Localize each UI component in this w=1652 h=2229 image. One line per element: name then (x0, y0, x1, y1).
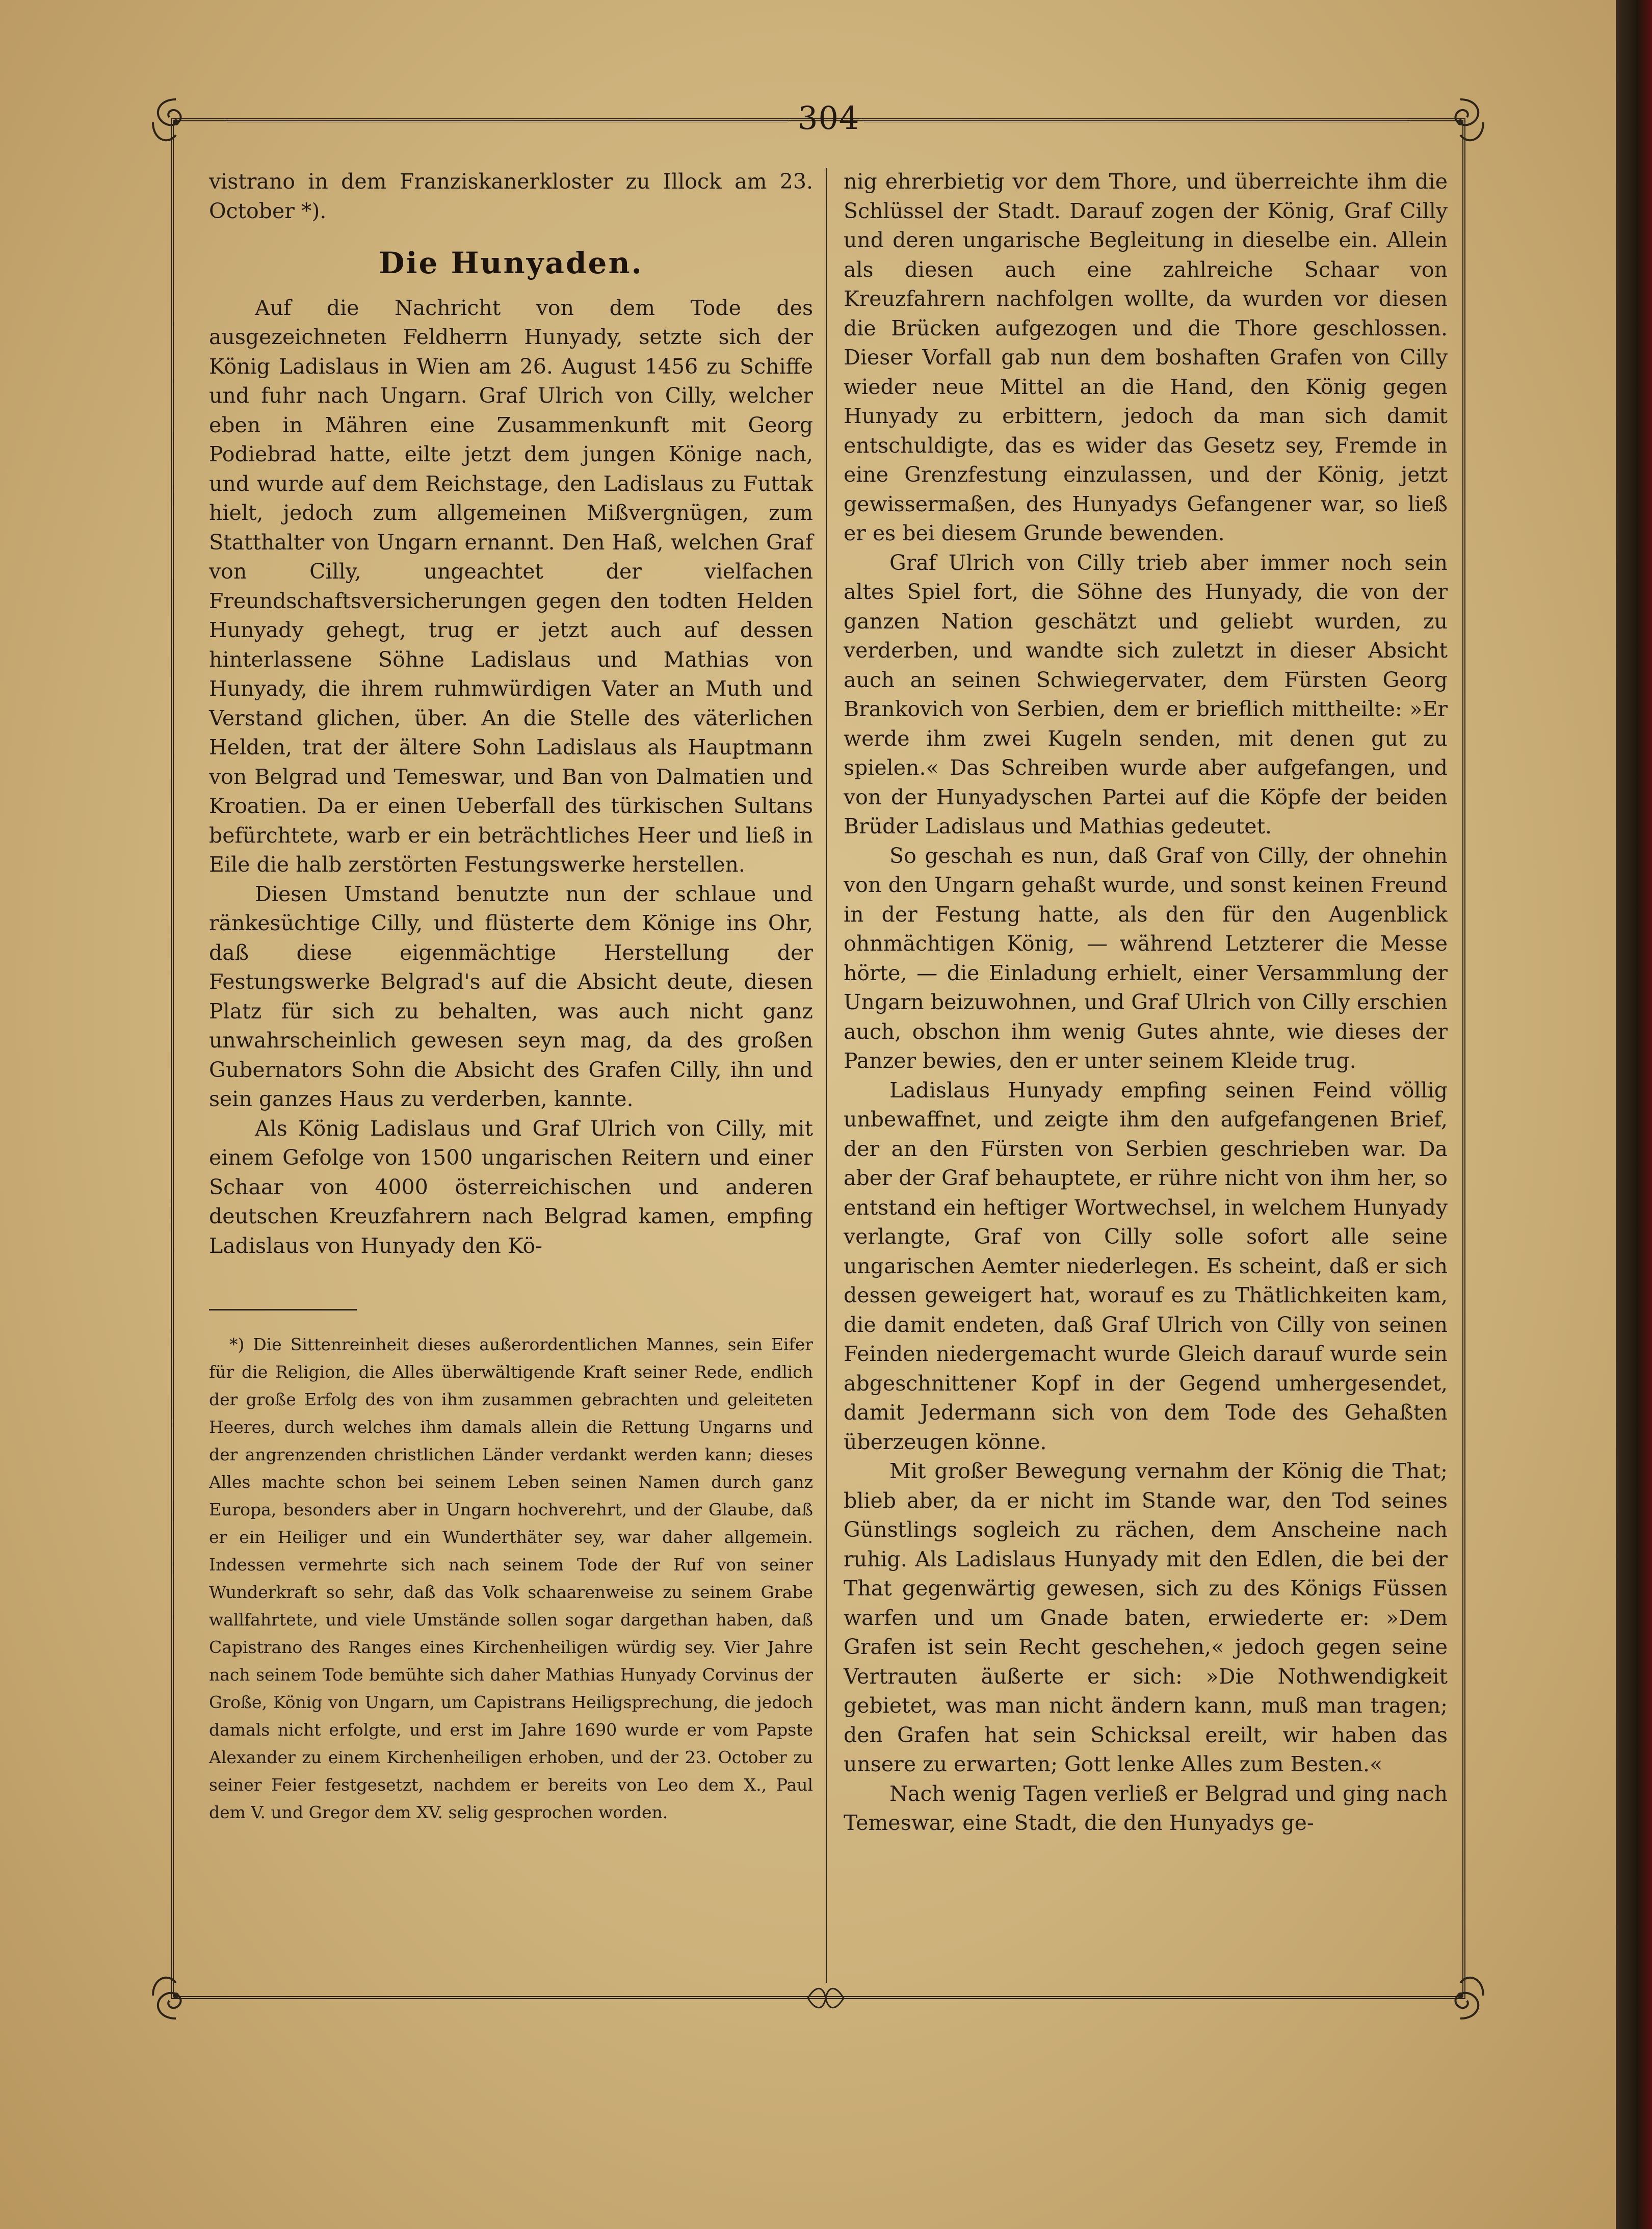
paragraph: Graf Ulrich von Cilly trieb aber immer noch sein altes Spiel fort, die Söhne des Hunyady, die von der ganzen Nation geschätzt und geliebt wurden, zu verderben, und wandte sich zuletzt in dieser Absicht auch an seinen Schwiegervater, dem Fürsten Georg Brankovich von Serbien, dem er brieflich mittheilte: »Er werde ihm zwei Kugeln senden, mit denen gut zu spielen.« Das Schreiben wurde aber aufgefangen, und von der Hunyadyschen Partei auf die Köpfe der beiden Brüder Ladislaus und Mathias gedeutet. (844, 550, 1448, 838)
page-number: 304 (798, 99, 860, 137)
binding-edge (1616, 0, 1652, 2229)
footnote: *) Die Sittenreinheit dieses außerordentlichen Mannes, sein Eifer für die Religion, die Alles überwältigende Kraft seiner Rede, endlich der große Erfolg des von ihm zusammen gebrachten und geleiteten Heeres, durch welches ihm damals allein die Rettung Ungarns und der angrenzenden christlichen Länder verdankt werden kann; dieses Alles machte schon bei seinem Leben seinen Namen durch ganz Europa, besonders aber in Ungarn hochverehrt, und der Glaube, daß er ein Heiliger und ein Wunderthäter sey, war daher allgemein. Indessen vermehrte sich nach seinem Tode der Ruf von seiner Wunderkraft so sehr, daß das Volk schaarenweise zu seinem Grabe wallfahrtete, und viele Umstände sollen sogar dargethan haben, daß Capistrano des Ranges eines Kirchenheiligen würdig sey. Vier Jahre nach seinem Tode bemühte sich daher Mathias Hunyady Corvinus der Große, König von Ungarn, um Capistrans Heiligsprechung, die jedoch damals nicht erfolgte, und erst im Jahre 1690 wurde er vom Papste Alexander zu einem Kirchenheiligen erhoben, und der 23. October zu seiner Feier festgesetzt, nachdem er bereits von Leo dem X., Paul dem V. und Gregor dem XV. selig gesprochen worden. (209, 1334, 813, 1822)
header-rule-right (864, 120, 1409, 122)
header-rule-left (227, 120, 788, 122)
right-column (844, 167, 1448, 1838)
corner-ornament-top-right (1432, 94, 1488, 150)
left-column (209, 167, 813, 1826)
section-title: Die Hunyaden. (379, 246, 643, 280)
paragraph: Nach wenig Tagen verließ er Belgrad und ging nach Temeswar, eine Stadt, die den Hunyadys ge- (844, 1781, 1448, 1835)
paragraph: Als König Ladislaus und Graf Ulrich von Cilly, mit einem Gefolge von 1500 ungarischen Reitern und einer Schaar von 4000 österreichischen und anderen deutschen Kreuzfahrern nach Belgrad kamen, empfing Ladislaus von Hunyady den Kö- (209, 1116, 813, 1258)
paragraph: Diesen Umstand benutzte nun der schlaue und ränkesüchtige Cilly, und flüsterte dem Könige ins Ohr, daß diese eigenmächtige Herstellung der Festungswerke Belgrad's auf die Absicht deute, diesen Platz für sich zu behalten, was auch nicht ganz unwahrscheinlich gewesen seyn mag, da des großen Gubernators Sohn die Absicht des Grafen Cilly, ihn und sein ganzes Haus zu verderben, kannte. (209, 881, 813, 1111)
footnote-rule (209, 1309, 357, 1310)
column-divider (826, 168, 827, 1983)
continued-text: nig ehrerbietig vor dem Thore, und überreichte ihm die Schlüssel der Stadt. Darauf zogen der König, Graf Cilly und deren ungarische Begleitung in dieselbe ein. Allein als diesen auch eine zahlreiche Schaar von Kreuzfahrern nachfolgen wollte, da wurden vor diesen die Brücken aufgezogen und die Thore geschlossen. Dieser Vorfall gab nun dem boshaften Grafen von Cilly wieder neue Mittel an die Hand, den König gegen Hunyady zu erbittern, jedoch da man sich damit entschuldigte, das es wider das Gesetz sey, Fremde in eine Grenzfestung einzulassen, und der König, jetzt gewissermaßen, des Hunyadys Gefangener war, so ließ er es bei diesem Grunde bewenden. (844, 169, 1448, 545)
paragraph: Auf die Nachricht von dem Tode des ausgezeichneten Feldherrn Hunyady, setzte sich der König Ladislaus in Wien am 26. August 1456 zu Schiffe und fuhr nach Ungarn. Graf Ulrich von Cilly, welcher eben in Mähren eine Zusammenkunft mit Georg Podiebrad hatte, eilte jetzt dem jungen Könige nach, und wurde auf dem Reichstage, den Ladislaus zu Futtak hielt, jedoch zum allgemeinen Mißvergnügen, zum Statthalter von Ungarn ernannt. Den Haß, welchen Graf von Cilly, ungeachtet der vielfachen Freundschaftsversicherungen gegen den todten Helden Hunyady gehegt, trug er jetzt auch auf dessen hinterlassene Söhne Ladislaus und Mathias von Hunyady, die ihrem ruhmwürdigen Vater an Muth und Verstand glichen, über. An die Stelle des väterlichen Helden, trat der ältere Sohn Ladislaus als Hauptmann von Belgrad und Temeswar, und Ban von Dalmatien und Kroatien. Da er einen Ueberfall des türkischen Sultans befürchtete, warb er ein beträchtliches Heer und ließ in Eile die halb zerstörten Festungswerke herstellen. (209, 295, 813, 877)
paragraph: Mit großer Bewegung vernahm der König die That; blieb aber, da er nicht im Stande war, den Tod seines Günstlings sogleich zu rächen, dem Anscheine nach ruhig. Als Ladislaus Hunyady mit den Edlen, die bei der That gegenwärtig gewesen, sich zu des Königs Füssen warfen und um Gnade baten, erwiederte er: »Dem Grafen ist sein Recht geschehen,« jedoch gegen seine Vertrauten äußerte er sich: »Die Nothwendigkeit gebietet, was man nicht ändern kann, muß man tragen; den Grafen hat sein Schicksal ereilt, wir haben das unsere zu erwarten; Gott lenke Alles zum Besten.« (844, 1459, 1448, 1776)
corner-ornament-top-left (148, 94, 204, 150)
corner-ornament-bottom-left (148, 1968, 204, 2024)
bottom-center-ornament (805, 1983, 846, 2013)
paragraph: So geschah es nun, daß Graf von Cilly, der ohnehin von den Ungarn gehaßt wurde, und sonst keinen Freund in der Festung hatte, als den für den Augenblick ohnmächtigen König, — während Letzterer die Messe hörte, — die Einladung erhielt, einer Versammlung der Ungarn beizuwohnen, und Graf Ulrich von Cilly erschien auch, obschon ihm wenig Gutes ahnte, wie dieses der Panzer bewies, den er unter seinem Kleide trug. (844, 843, 1448, 1073)
corner-ornament-bottom-right (1432, 1968, 1488, 2024)
paragraph: Ladislaus Hunyady empfing seinen Feind völlig unbewaffnet, und zeigte ihm den aufgefangenen Brief, der an den Fürsten von Serbien geschrieben war. Da aber der Graf behauptete, er rühre nicht von ihm her, so entstand ein heftiger Wortwechsel, in welchem Hunyady verlangte, Graf von Cilly solle sofort alle seine ungarischen Aemter niederlegen. Es scheint, daß er sich dessen geweigert hat, worauf es zu Thätlichkeiten kam, die damit endeten, daß Graf Ulrich von Cilly von seinen Feinden niedergemacht wurde Gleich darauf wurde sein abgeschnittener Kopf in der Gegend umhergesendet, damit Jedermann sich von dem Tode des Gehaßten überzeugen könne. (844, 1078, 1448, 1454)
continued-text: vistrano in dem Franziskanerkloster zu Illock am 23. October *). (209, 169, 813, 223)
